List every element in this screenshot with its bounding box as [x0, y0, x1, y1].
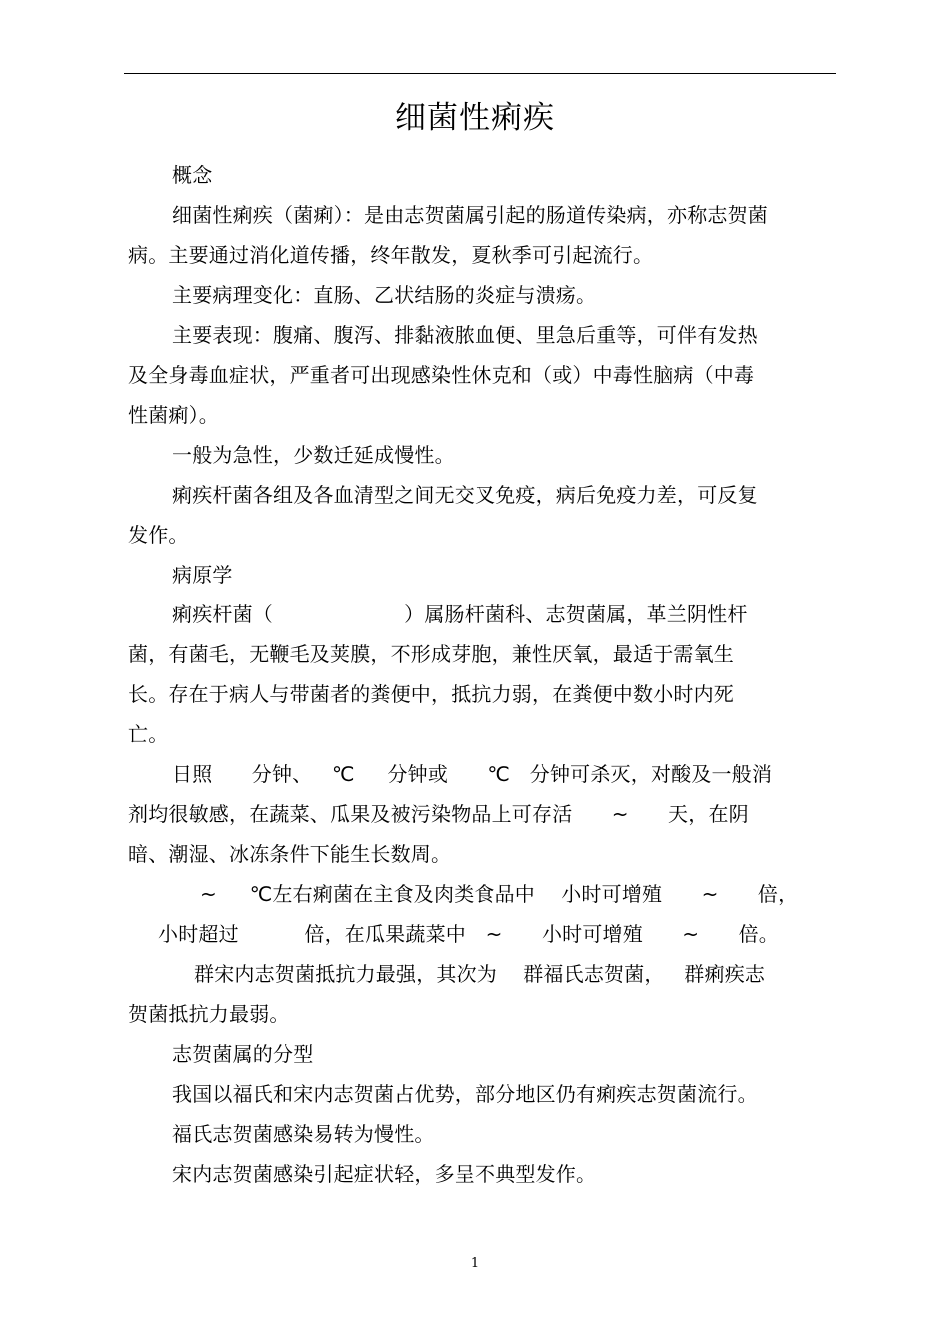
text-line: 宋内志贺菌感染引起症状轻，多呈不典型发作。 — [172, 1162, 597, 1186]
text-line: 病。主要通过消化道传播，终年散发，夏秋季可引起流行。 — [128, 243, 654, 267]
text-line: 小时超过 倍，在瓜果蔬菜中 ~ 小时可增殖 ~ 倍。 — [158, 922, 779, 946]
text-line: 主要病理变化：直肠、乙状结肠的炎症与溃疡。 — [172, 283, 597, 307]
page-title: 细菌性痢疾 — [395, 100, 555, 136]
text-line: 痢疾杆菌（ ）属肠杆菌科、志贺菌属，革兰阴性杆 — [172, 602, 748, 626]
text-line: 日照 分钟、 ℃ 分钟或 ℃ 分钟可杀灭，对酸及一般消 — [172, 762, 773, 786]
text-line: 细菌性痢疾（菌痢）：是由志贺菌属引起的肠道传染病，亦称志贺菌 — [172, 203, 768, 227]
text-line: 菌，有菌毛，无鞭毛及荚膜，不形成芽胞，兼性厌氧，最适于需氧生 — [128, 642, 734, 666]
text-line: 福氏志贺菌感染易转为慢性。 — [172, 1122, 435, 1146]
text-line: 概念 — [172, 163, 213, 187]
page-number: 1 — [470, 1256, 480, 1271]
header-rule — [124, 73, 836, 74]
text-line: 发作。 — [128, 523, 189, 547]
text-line: 剂均很敏感，在蔬菜、瓜果及被污染物品上可存活 ~ 天，在阴 — [128, 802, 749, 826]
text-line: 痢疾杆菌各组及各血清型之间无交叉免疫，病后免疫力差，可反复 — [172, 483, 758, 507]
text-line: 及全身毒血症状，严重者可出现感染性休克和（或）中毒性脑病（中毒 — [128, 363, 755, 387]
text-line: 贺菌抵抗力最弱。 — [128, 1002, 290, 1026]
text-line: 性菌痢）。 — [128, 403, 219, 427]
text-line: 亡。 — [128, 722, 169, 746]
section-heading: 病原学 — [172, 563, 233, 587]
text-line: 群宋内志贺菌抵抗力最强，其次为 群福氏志贺菌， 群痢疾志 — [194, 962, 766, 986]
text-line: ~ ℃左右痢菌在主食及肉类食品中 小时可增殖 ~ 倍， — [200, 882, 799, 906]
text-line: 主要表现：腹痛、腹泻、排黏液脓血便、里急后重等，可伴有发热 — [172, 323, 758, 347]
text-line: 一般为急性，少数迁延成慢性。 — [172, 443, 455, 467]
text-line: 暗、潮湿、冰冻条件下能生长数周。 — [128, 842, 452, 866]
text-line: 长。存在于病人与带菌者的粪便中，抵抗力弱，在粪便中数小时内死 — [128, 682, 734, 706]
section-heading: 志贺菌属的分型 — [172, 1042, 314, 1066]
text-line: 我国以福氏和宋内志贺菌占优势，部分地区仍有痢疾志贺菌流行。 — [172, 1082, 758, 1106]
